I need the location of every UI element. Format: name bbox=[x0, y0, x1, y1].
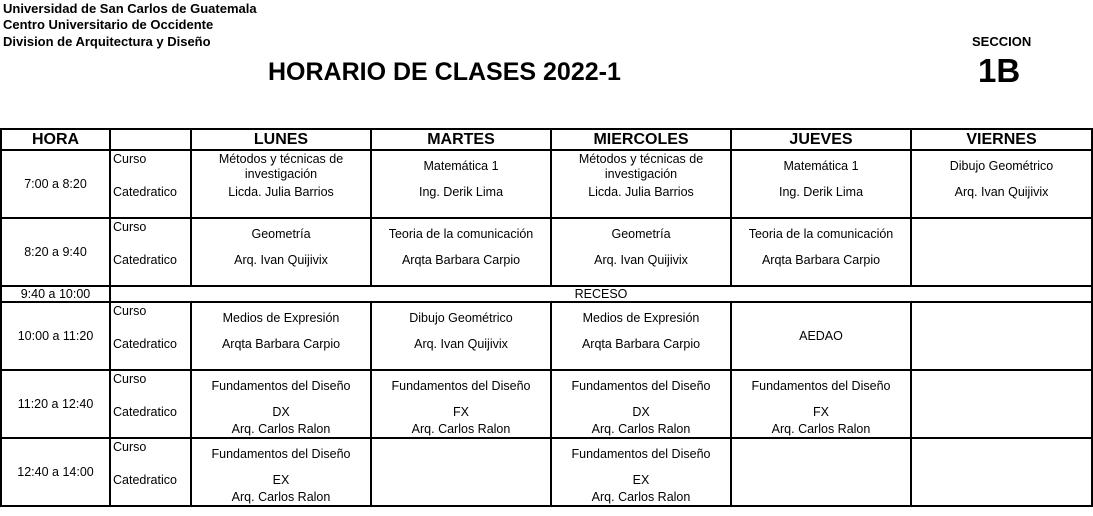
header-row bbox=[1, 129, 1092, 150]
page-title: HORARIO DE CLASES 2022-1 bbox=[268, 58, 621, 86]
recess-cell: RECESO bbox=[110, 286, 1092, 302]
course-detail: Arq. Ivan Quijivix bbox=[954, 185, 1049, 199]
course-name: Fundamentos del Diseño bbox=[211, 447, 351, 461]
catedratico-label: Catedratico bbox=[113, 405, 177, 419]
course-name: Fundamentos del Diseño bbox=[571, 447, 711, 461]
course-name: Teoria de la comunicación bbox=[388, 227, 534, 241]
course-detail: Arqta Barbara Carpio bbox=[761, 253, 881, 267]
class-cell-viernes bbox=[911, 150, 1092, 218]
course-detail: EX bbox=[272, 473, 290, 487]
course-name: Medios de Expresión bbox=[582, 311, 700, 325]
course-professor: Arq. Carlos Ralon bbox=[411, 422, 511, 436]
class-cell-martes bbox=[371, 150, 551, 218]
class-cell-martes bbox=[371, 218, 551, 286]
class-cell-viernes bbox=[911, 302, 1092, 370]
row-label-cell bbox=[110, 150, 191, 218]
time-slot-cell: 11:20 a 12:40 bbox=[1, 370, 110, 438]
col-header-viernes: VIERNES bbox=[911, 129, 1092, 150]
class-cell-lunes bbox=[191, 150, 371, 218]
class-cell-viernes bbox=[911, 370, 1092, 438]
course-detail: Ing. Derik Lima bbox=[778, 185, 864, 199]
course-name: Métodos y técnicas de investigación bbox=[578, 152, 704, 181]
table-row bbox=[1, 370, 1092, 438]
course-name: Fundamentos del Diseño bbox=[391, 379, 531, 393]
curso-label: Curso bbox=[113, 220, 147, 234]
curso-label: Curso bbox=[113, 440, 147, 454]
course-detail: DX bbox=[632, 405, 650, 419]
course-professor: Arq. Carlos Ralon bbox=[771, 422, 871, 436]
course-detail: FX bbox=[813, 405, 829, 419]
course-name: Geometría bbox=[251, 227, 311, 241]
course-name: Fundamentos del Diseño bbox=[751, 379, 891, 393]
table-row bbox=[1, 438, 1092, 506]
course-detail: Licda. Julia Barrios bbox=[228, 185, 334, 199]
class-cell-lunes bbox=[191, 370, 371, 438]
class-cell-viernes bbox=[911, 438, 1092, 506]
class-cell-viernes bbox=[911, 218, 1092, 286]
time-slot-cell: 10:00 a 11:20 bbox=[1, 302, 110, 370]
institution-line-1: Universidad de San Carlos de Guatemala bbox=[3, 1, 257, 16]
section-label: SECCION bbox=[972, 34, 1032, 49]
class-cell-miercoles bbox=[551, 218, 731, 286]
course-name: Fundamentos del Diseño bbox=[571, 379, 711, 393]
class-cell-jueves bbox=[731, 302, 911, 370]
course-detail: Arqta Barbara Carpio bbox=[221, 337, 341, 351]
class-cell-lunes bbox=[191, 218, 371, 286]
col-header-hora: HORA bbox=[1, 129, 110, 150]
institution-line-3: Division de Arquitectura y Diseño bbox=[3, 34, 211, 49]
table-row bbox=[1, 150, 1092, 218]
catedratico-label: Catedratico bbox=[113, 185, 177, 199]
catedratico-label: Catedratico bbox=[113, 337, 177, 351]
course-name: Geometría bbox=[611, 227, 671, 241]
class-cell-martes bbox=[371, 302, 551, 370]
class-cell-jueves bbox=[731, 438, 911, 506]
course-name: Medios de Expresión bbox=[222, 311, 340, 325]
course-detail: Ing. Derik Lima bbox=[418, 185, 504, 199]
col-header-miercoles: MIERCOLES bbox=[551, 129, 731, 150]
curso-label: Curso bbox=[113, 372, 147, 386]
course-professor: Arq. Carlos Ralon bbox=[231, 422, 331, 436]
class-cell-miercoles bbox=[551, 370, 731, 438]
row-label-cell bbox=[110, 218, 191, 286]
course-detail: FX bbox=[453, 405, 469, 419]
class-cell-jueves bbox=[731, 370, 911, 438]
course-name: AEDAO bbox=[799, 329, 843, 343]
course-professor: Arq. Carlos Ralon bbox=[591, 490, 691, 504]
row-label-cell bbox=[110, 302, 191, 370]
row-label-cell bbox=[110, 370, 191, 438]
class-cell-jueves bbox=[731, 218, 911, 286]
course-detail: EX bbox=[632, 473, 650, 487]
course-name: Métodos y técnicas de investigación bbox=[218, 152, 344, 181]
course-name: Dibujo Geométrico bbox=[409, 311, 513, 325]
course-name: Fundamentos del Diseño bbox=[211, 379, 351, 393]
course-detail: Arqta Barbara Carpio bbox=[401, 253, 521, 267]
col-header-jueves: JUEVES bbox=[731, 129, 911, 150]
class-cell-miercoles bbox=[551, 438, 731, 506]
col-header-label bbox=[110, 129, 191, 150]
course-name: Dibujo Geométrico bbox=[949, 159, 1054, 173]
course-name: Teoria de la comunicación bbox=[748, 227, 894, 241]
course-detail: Arq. Ivan Quijivix bbox=[234, 253, 328, 267]
course-detail: DX bbox=[272, 405, 290, 419]
course-detail: Licda. Julia Barrios bbox=[588, 185, 694, 199]
table-row bbox=[1, 302, 1092, 370]
time-slot-cell: 7:00 a 8:20 bbox=[1, 150, 110, 218]
class-cell-miercoles bbox=[551, 150, 731, 218]
course-professor: Arq. Carlos Ralon bbox=[591, 422, 691, 436]
institution-line-2: Centro Universitario de Occidente bbox=[3, 17, 214, 32]
course-detail: Arqta Barbara Carpio bbox=[581, 337, 701, 351]
time-slot-cell: 12:40 a 14:00 bbox=[1, 438, 110, 506]
table-row bbox=[1, 218, 1092, 286]
col-header-martes: MARTES bbox=[371, 129, 551, 150]
schedule-table bbox=[0, 128, 1093, 507]
col-header-lunes: LUNES bbox=[191, 129, 371, 150]
class-cell-miercoles bbox=[551, 302, 731, 370]
section-value: 1B bbox=[978, 52, 1021, 89]
catedratico-label: Catedratico bbox=[113, 253, 177, 267]
table-row bbox=[1, 286, 1092, 302]
curso-label: Curso bbox=[113, 152, 147, 166]
class-cell-lunes bbox=[191, 438, 371, 506]
course-detail: Arq. Ivan Quijivix bbox=[594, 253, 688, 267]
class-cell-jueves bbox=[731, 150, 911, 218]
course-name: Matemática 1 bbox=[783, 159, 859, 173]
catedratico-label: Catedratico bbox=[113, 473, 177, 487]
curso-label: Curso bbox=[113, 304, 147, 318]
class-cell-martes bbox=[371, 438, 551, 506]
time-slot-cell: 8:20 a 9:40 bbox=[1, 218, 110, 286]
class-cell-lunes bbox=[191, 302, 371, 370]
class-cell-martes bbox=[371, 370, 551, 438]
time-slot-cell: 9:40 a 10:00 bbox=[1, 286, 110, 302]
course-name: Matemática 1 bbox=[423, 159, 499, 173]
course-detail: Arq. Ivan Quijivix bbox=[414, 337, 508, 351]
row-label-cell bbox=[110, 438, 191, 506]
course-professor: Arq. Carlos Ralon bbox=[231, 490, 331, 504]
